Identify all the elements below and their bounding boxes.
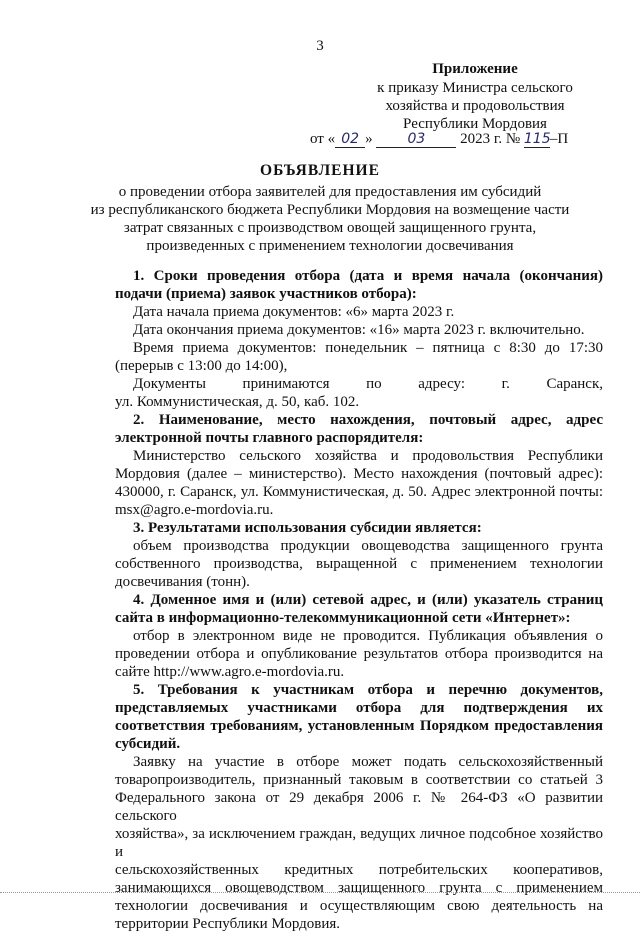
order-month: 03 — [376, 131, 456, 148]
section-heading: сайта в информационно-телекоммуникационной сети «Интернет»: — [115, 610, 571, 626]
order-number: 115 — [523, 131, 551, 147]
section-heading: 1. Сроки проведения отбора (дата и время начала (окончания) — [133, 268, 603, 284]
order-day: 02 — [335, 131, 365, 148]
section-text: хозяйства», за исключением граждан, ведущих личное подсобное хозяйство и — [115, 826, 603, 860]
section-heading: 5. Требования к участникам отбора и перечню документов, — [133, 682, 603, 698]
section-text: Министерство сельского хозяйства и продовольствия Республики — [133, 448, 603, 464]
section-heading: соответствия требованиям, установленным Порядком предоставления — [115, 718, 603, 734]
appendix-heading: Приложение — [432, 61, 518, 77]
section-text: проведении отбора и опубликование результатов отбора производится на — [115, 646, 603, 662]
section-heading: субсидий. — [115, 736, 181, 752]
section-text: 430000, г. Саранск, ул. Коммунистическая, д. 50. Адрес электронной почты: — [115, 484, 603, 500]
appendix-line-2: хозяйства и продовольствия — [385, 98, 565, 114]
section-text: досвечивания (тонн). — [115, 574, 250, 590]
section-heading: 2. Наименование, место нахождения, почтовый адрес, адрес — [133, 412, 603, 428]
subtitle-line: произведенных с применением технологии досвечивания — [146, 238, 514, 254]
section-text: объем производства продукции овощеводства защищенного грунта — [133, 538, 603, 554]
subtitle-line: затрат связанных с производством овощей защищенного грунта, — [123, 220, 537, 236]
section-2 — [115, 411, 603, 519]
document-title: ОБЪЯВЛЕНИЕ — [260, 162, 380, 179]
section-3 — [115, 519, 603, 591]
order-mid: » — [365, 131, 373, 147]
order-from: от « — [310, 131, 336, 147]
section-heading: электронной почты главного распорядителя: — [115, 430, 424, 446]
section-heading: 3. Результатами использования субсидии является: — [133, 520, 482, 536]
order-reference — [310, 131, 568, 148]
section-text: технологии досвечивания и осуществляющим свою деятельность на — [115, 898, 603, 914]
section-1 — [115, 267, 603, 411]
section-text: Мордовия (далее – министерство). Место нахождения (почтовый адрес): — [115, 466, 603, 482]
section-text: Время приема документов: понедельник – пятница с 8:30 до 17:30 — [133, 340, 603, 356]
section-text: Заявку на участие в отборе может подать сельскохозяйственный — [133, 754, 603, 770]
appendix-line-1: к приказу Министра сельского — [377, 80, 573, 96]
section-text: Федерального закона от 29 декабря 2006 г. № 264-ФЗ «О развитии сельского — [115, 790, 603, 824]
subtitle-line: о проведении отбора заявителей для предоставления им субсидий — [118, 184, 542, 200]
section-text: (перерыв с 13:00 до 14:00), — [115, 358, 288, 374]
appendix-line-3: Республики Мордовия — [403, 116, 547, 132]
section-heading: 4. Доменное имя и (или) сетевой адрес, и (или) указатель страниц — [133, 592, 603, 608]
section-text: занимающихся овощеводством защищенного грунта с применением — [115, 880, 603, 896]
section-text: сайте http://www.agro.e-mordovia.ru. — [115, 664, 345, 680]
order-year: 2023 г. № — [460, 131, 521, 147]
section-text: ул. Коммунистическая, д. 50, каб. 102. — [115, 394, 360, 410]
section-text: Дата начала приема документов: «6» марта 2023 г. — [133, 304, 455, 320]
section-text: msx@agro.e-mordovia.ru. — [115, 502, 274, 518]
section-text: территории Республики Мордовия. — [115, 916, 341, 932]
section-text: Дата окончания приема документов: «16» марта 2023 г. включительно. — [133, 322, 585, 338]
section-text: Документы принимаются по адресу: г. Саранск, — [133, 376, 603, 392]
subtitle-line: из республиканского бюджета Республики Мордовия на возмещение части — [90, 202, 570, 218]
section-heading: подачи (приема) заявок участников отбора): — [115, 286, 417, 302]
section-text: отбор в электронном виде не проводится. Публикация объявления о — [133, 628, 603, 644]
section-text: товаропроизводитель, признанный таковым в соответствии со статьей 3 — [115, 772, 603, 788]
order-suffix: –П — [549, 131, 569, 147]
scan-edge-line — [0, 892, 640, 893]
section-text: собственного производства, выращенной с применением технологии — [115, 556, 603, 572]
section-5 — [115, 681, 603, 933]
section-4 — [115, 591, 603, 681]
section-text: сельскохозяйственных кредитных потребительских кооперативов, — [115, 862, 603, 878]
page-number: 3 — [316, 38, 324, 54]
section-heading: представляемых участниками отбора для подтверждения их — [115, 700, 603, 716]
